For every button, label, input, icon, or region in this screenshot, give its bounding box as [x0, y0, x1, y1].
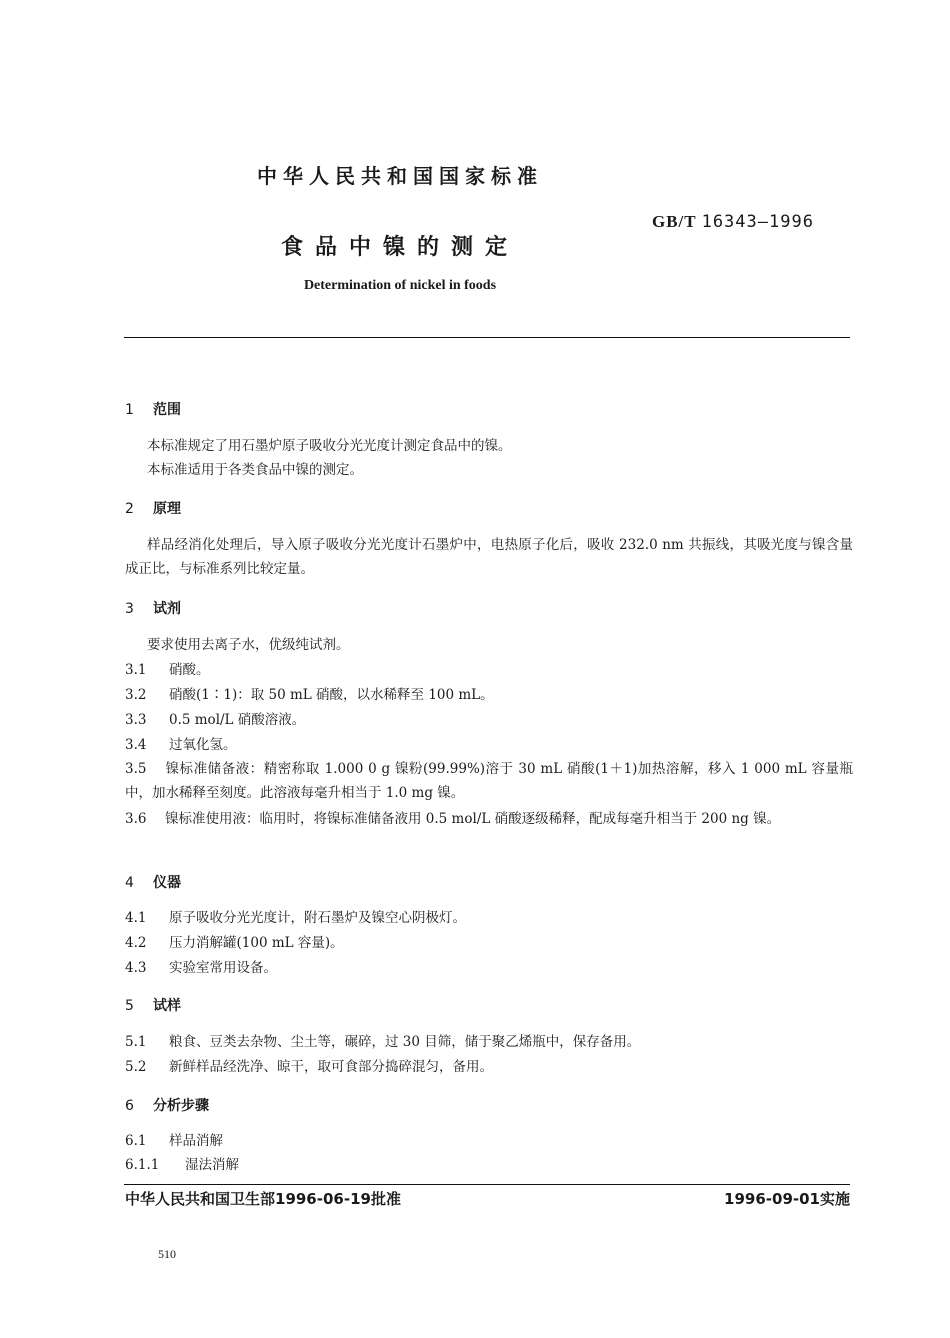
item-text: 硝酸(1∶1)：取 50 mL 硝酸，以水稀释至 100 mL。	[169, 687, 494, 703]
item-text: 0.5 mol/L 硝酸溶液。	[169, 712, 306, 728]
item-number: 5.1	[125, 1034, 147, 1050]
section-number: 5	[125, 998, 134, 1014]
section-number: 2	[125, 501, 134, 517]
s3-item-3-2	[125, 683, 494, 707]
national-standard-heading: 中华人民共和国国家标准	[257, 164, 543, 188]
section-1-heading	[125, 399, 181, 419]
s3-item-3-6	[125, 807, 853, 831]
section-number: 6	[125, 1098, 134, 1114]
s3-item-3-3	[125, 708, 305, 732]
item-number: 3.1	[125, 662, 147, 678]
item-number: 3.6	[125, 811, 147, 827]
s1-paragraph-2: 本标准适用于各类食品中镍的测定。	[147, 462, 363, 478]
s5-item-5-2	[125, 1055, 493, 1079]
section-title: 试样	[153, 998, 181, 1014]
item-number: 3.3	[125, 712, 147, 728]
item-number: 6.1	[125, 1133, 147, 1149]
approval-date: 中华人民共和国卫生部1996-06-19批准	[125, 1190, 401, 1208]
document-title-zh: 食品中镍的测定	[280, 235, 519, 260]
item-number: 6.1.1	[125, 1157, 160, 1173]
s2-paragraph-1: 样品经消化处理后，导入原子吸收分光光度计石墨炉中，电热原子化后，吸收 232.0 nm 共振线，其吸光度与镍含量成正比，与标准系列比较定量。	[125, 537, 853, 577]
s4-item-4-1	[125, 906, 466, 930]
section-number: 3	[125, 601, 134, 617]
s3-item-3-1	[125, 658, 210, 682]
section-title: 原理	[153, 501, 181, 517]
item-number: 4.2	[125, 935, 147, 951]
standard-code-prefix: GB/T	[652, 212, 697, 231]
s4-item-4-2	[125, 931, 344, 955]
s3-item-3-4	[125, 733, 237, 757]
s5-item-5-1	[125, 1030, 640, 1054]
item-number: 4.1	[125, 910, 147, 926]
s1-paragraph-1: 本标准规定了用石墨炉原子吸收分光光度计测定食品中的镍。	[147, 438, 512, 454]
section-6-heading	[125, 1095, 209, 1115]
section-5-heading	[125, 995, 181, 1015]
item-text: 镍标准使用液：临用时，将镍标准储备液用 0.5 mol/L 硝酸逐级稀释，配成每毫升相当于 200 ng 镍。	[165, 811, 781, 827]
s6-item-6-1-1	[125, 1153, 239, 1177]
s3-item-3-5	[125, 757, 853, 805]
section-number: 1	[125, 402, 134, 418]
footer-divider	[124, 1184, 850, 1185]
item-number: 3.4	[125, 737, 147, 753]
item-number: 5.2	[125, 1059, 147, 1075]
s3-intro: 要求使用去离子水，优级纯试剂。	[147, 637, 350, 653]
item-number: 3.2	[125, 687, 147, 703]
item-number: 4.3	[125, 960, 147, 976]
item-text: 新鲜样品经洗净、晾干，取可食部分捣碎混匀，备用。	[169, 1059, 493, 1075]
item-text: 实验室常用设备。	[169, 960, 277, 976]
section-title: 试剂	[153, 601, 181, 617]
section-2-heading	[125, 498, 181, 518]
section-4-heading	[125, 872, 181, 892]
section-title: 分析步骤	[153, 1098, 209, 1114]
item-text: 样品消解	[169, 1133, 223, 1149]
item-text: 镍标准储备液：精密称取 1.000 0 g 镍粉(99.99%)溶于 30 mL 硝酸(1＋1)加热溶解，移入 1 000 mL 容量瓶中，加水稀释至刻度。此溶液每毫升相当于 1.0 mg 镍。	[125, 761, 853, 801]
item-text: 原子吸收分光光度计，附石墨炉及镍空心阴极灯。	[169, 910, 466, 926]
item-text: 过氧化氢。	[169, 737, 237, 753]
header-divider	[124, 337, 850, 338]
item-text: 硝酸。	[169, 662, 210, 678]
section-title: 范围	[153, 402, 181, 418]
item-number: 3.5	[125, 761, 147, 777]
item-text: 湿法消解	[185, 1157, 239, 1173]
implementation-date: 1996-09-01实施	[724, 1190, 850, 1208]
standard-code	[652, 212, 814, 232]
section-number: 4	[125, 875, 134, 891]
section-title: 仪器	[153, 875, 181, 891]
item-text: 粮食、豆类去杂物、尘土等，碾碎，过 30 目筛，储于聚乙烯瓶中，保存备用。	[169, 1034, 641, 1050]
standard-code-number: 16343—1996	[701, 212, 814, 232]
s6-item-6-1	[125, 1129, 223, 1153]
document-title-en: Determination of nickel in foods	[303, 278, 497, 293]
page-number: 510	[158, 1247, 176, 1261]
section-3-heading	[125, 598, 181, 618]
s4-item-4-3	[125, 956, 277, 980]
item-text: 压力消解罐(100 mL 容量)。	[169, 935, 344, 951]
